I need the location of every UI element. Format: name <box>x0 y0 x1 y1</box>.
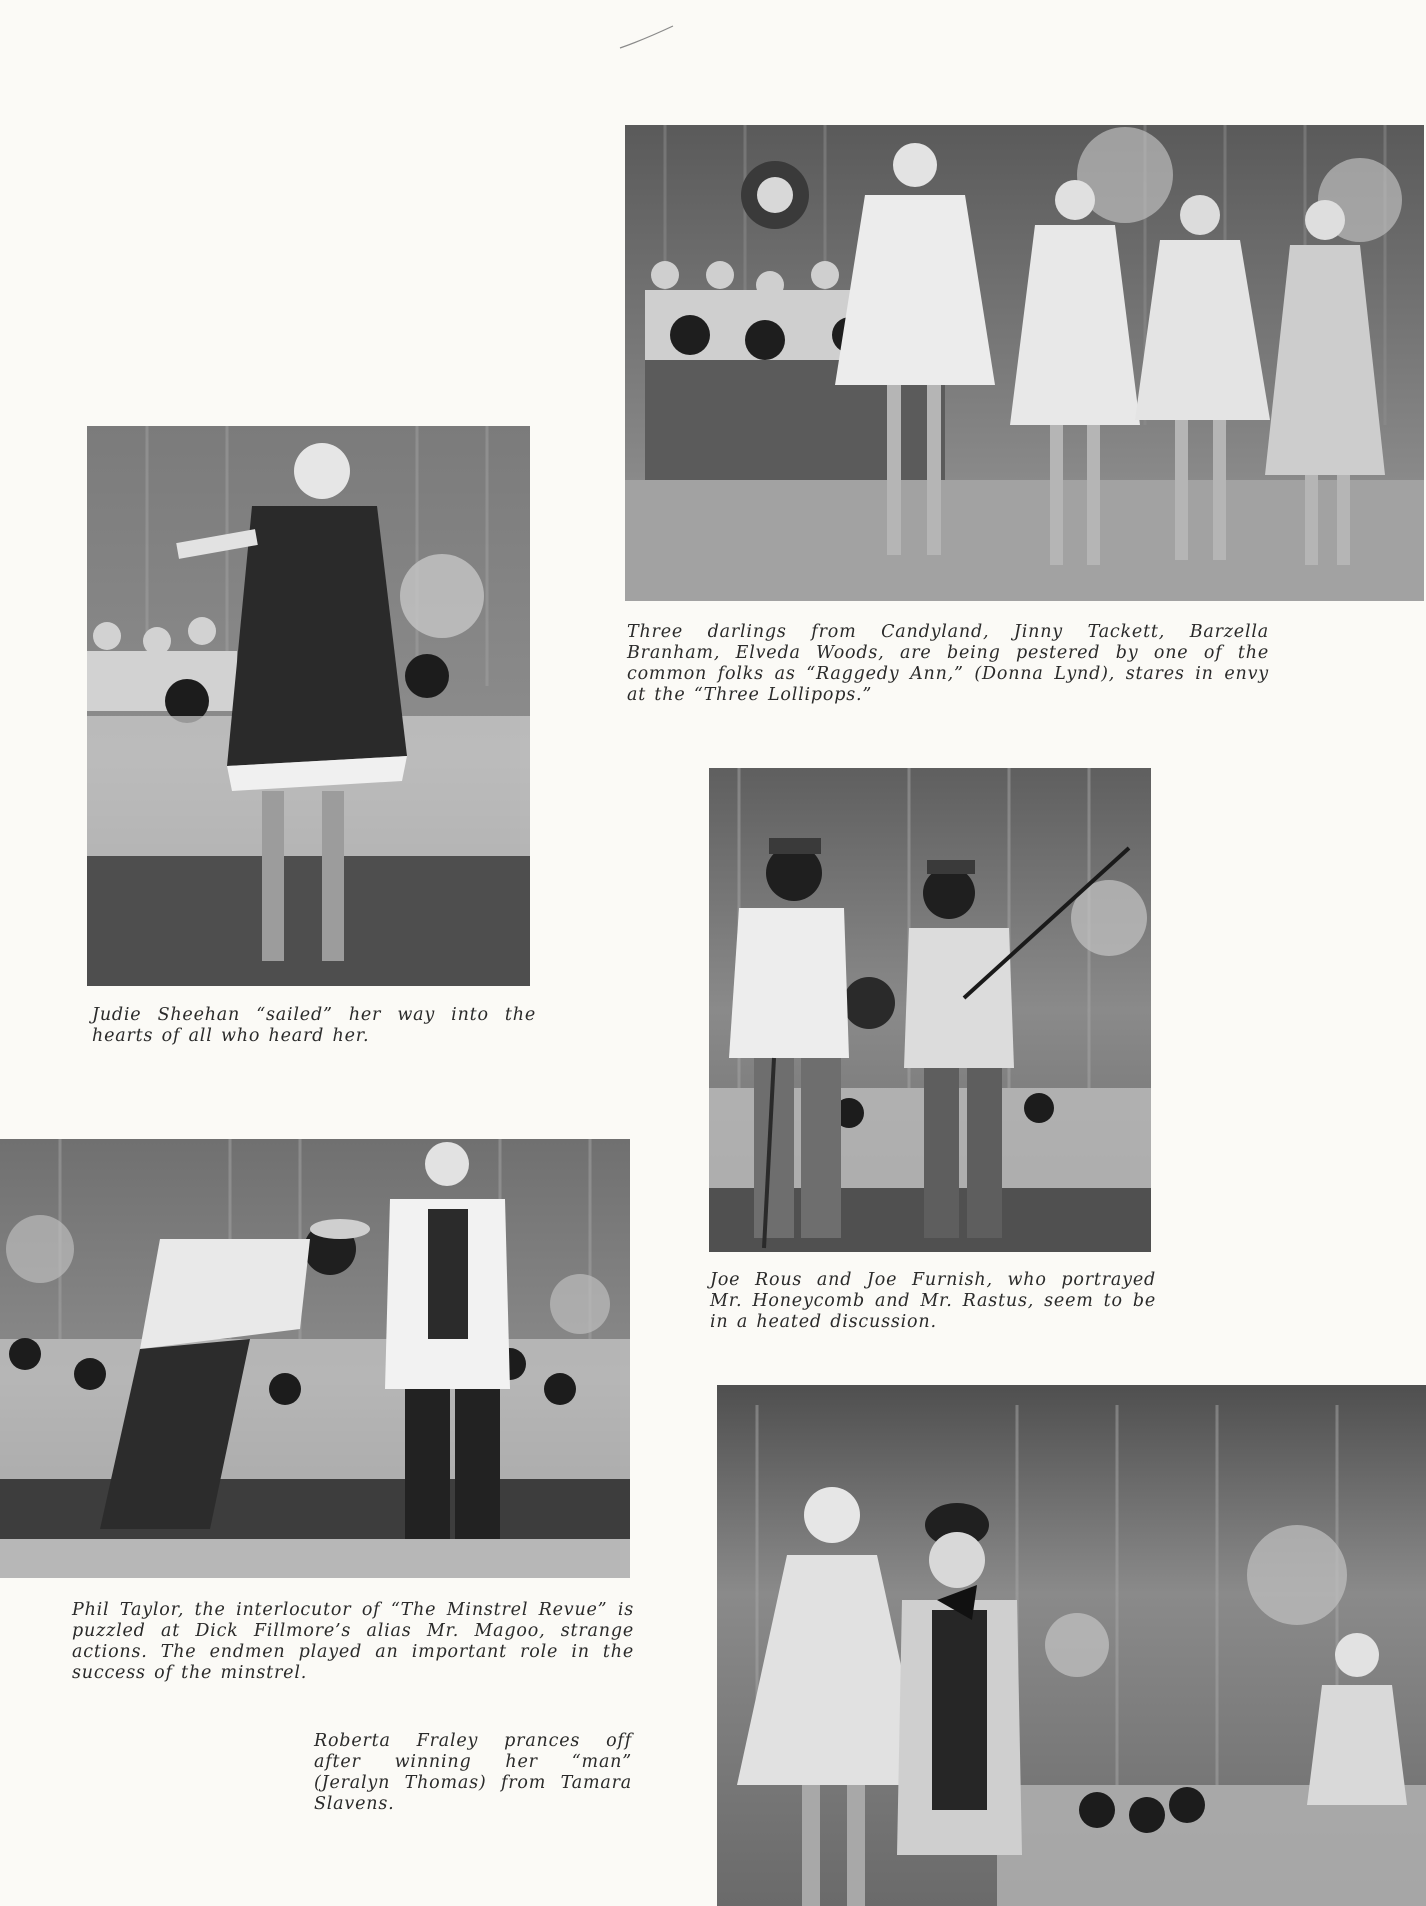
caption-fraley: Roberta Fraley prances off after winning her “man” (Jeralyn Thomas) from Tamara Slavens. <box>314 1731 632 1814</box>
photo-sheehan <box>87 426 530 986</box>
caption-sheehan: Judie Sheehan “sailed” her way into the hearts of all who heard her. <box>92 1005 536 1046</box>
photo-fraley <box>717 1385 1426 1906</box>
pencil-mark <box>618 22 678 52</box>
caption-candyland: Three darlings from Candyland, Jinny Tackett, Barzella Branham, Elveda Woods, are being pestered by one of the common folks as “Raggedy Ann,” (Donna Lynd), stares in envy at the “Three Lollipops.” <box>627 622 1269 705</box>
caption-taylor: Phil Taylor, the interlocutor of “The Minstrel Revue” is puzzled at Dick Fillmore’s alias Mr. Magoo, strange actions. The endmen played an important role in the success of the minstrel. <box>72 1600 634 1683</box>
photo-rous-furnish <box>709 768 1151 1252</box>
photo-taylor-fillmore <box>0 1139 630 1578</box>
photo-candyland <box>625 125 1424 601</box>
caption-rous-furnish: Joe Rous and Joe Furnish, who portrayed Mr. Honeycomb and Mr. Rastus, seem to be in a heated discussion. <box>710 1270 1156 1332</box>
